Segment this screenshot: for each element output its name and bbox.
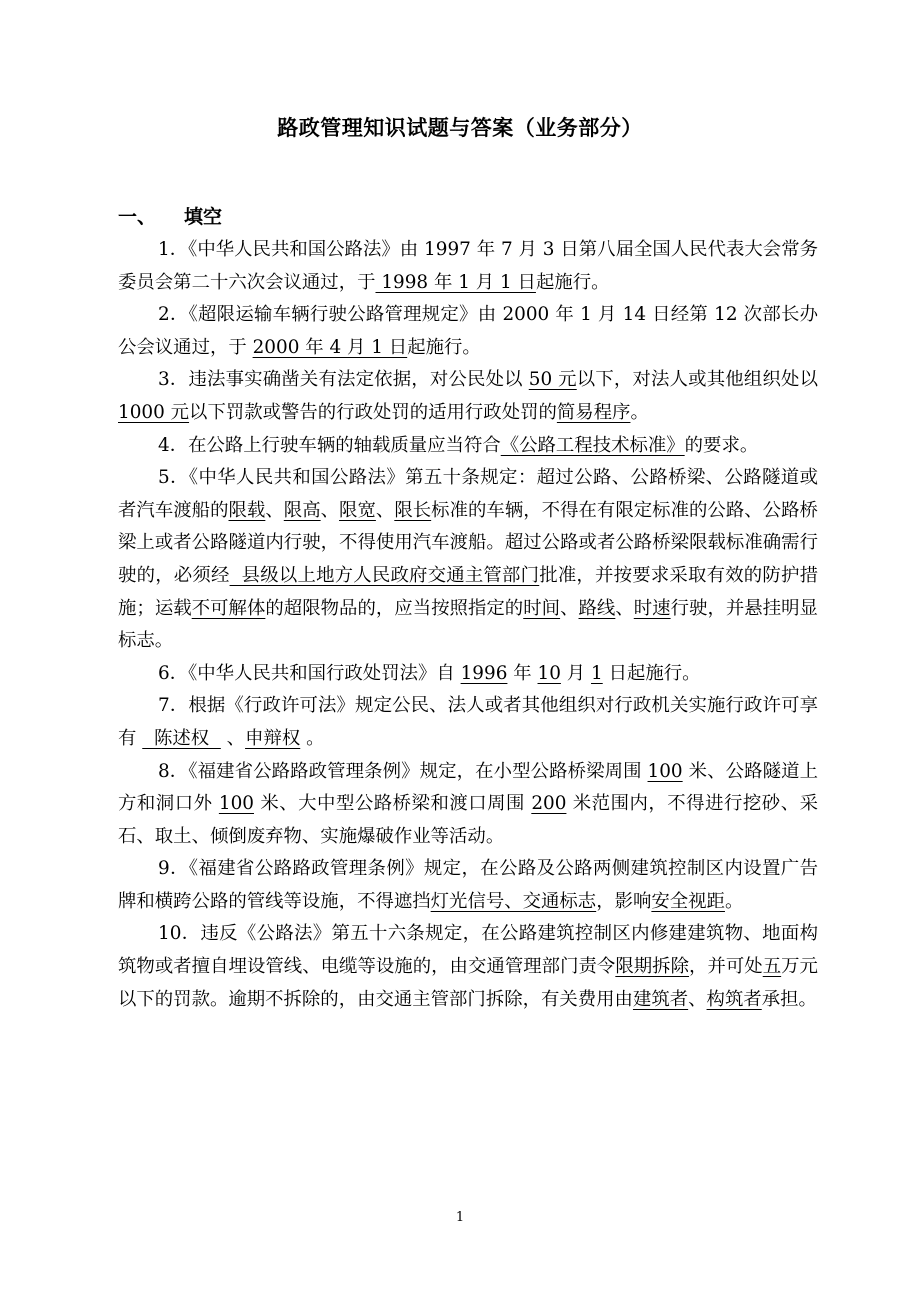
question-text: 8．《福建省公路路政管理条例》规定，在小型公路桥梁周围 bbox=[158, 760, 648, 782]
answer-blank: 限高 bbox=[283, 499, 321, 521]
question-text: 日起施行。 bbox=[602, 662, 701, 684]
question-text: 的要求。 bbox=[684, 434, 759, 456]
answer-blank: 申辩权 bbox=[245, 727, 301, 749]
question-text: 7．根据《行政许可法》规定公民、法人或者其他组织对行政机关实施行政许可享有 bbox=[118, 695, 818, 749]
section-heading bbox=[118, 202, 222, 229]
answer-blank: 1000 元 bbox=[118, 401, 190, 423]
answer-blank: 限载 bbox=[228, 499, 266, 521]
answer-blank: 建筑者 bbox=[632, 988, 689, 1010]
question-text: 年 bbox=[507, 662, 538, 684]
question-text: 。 bbox=[724, 890, 744, 912]
page-number: 1 bbox=[455, 1210, 465, 1225]
question-text: 以下，对法人或其他组织处以 bbox=[576, 369, 824, 391]
question-item bbox=[118, 918, 818, 1016]
question-text: 行驶，并悬挂明显标志。 bbox=[118, 597, 818, 652]
answer-blank: 100 bbox=[218, 793, 254, 815]
document-title: 路政管理知识试题与答案（业务部分） bbox=[277, 116, 643, 140]
answer-blank: 灯光信号、交通标志 bbox=[430, 890, 597, 912]
section-title: 填空 bbox=[184, 206, 223, 228]
answer-blank: 1998 年 1 月 1 日 bbox=[375, 271, 536, 293]
question-text: 米范围内，不得进行挖砂、采石、取土、倾倒废弃物、实施爆破作业等活动。 bbox=[118, 793, 818, 847]
question-text: 月 bbox=[560, 662, 592, 684]
question-item bbox=[118, 658, 818, 691]
answer-blank: 时速 bbox=[633, 597, 671, 619]
question-item bbox=[118, 299, 818, 364]
answer-blank: 限期拆除 bbox=[615, 956, 690, 978]
question-text: 10．违反《公路法》第五十六条规定，在公路建筑控制区内修建建筑物、地面构筑物或者擅自埋设管线、电缆等设施的，由交通管理部门责令 bbox=[118, 923, 818, 978]
question-text: 、 bbox=[615, 597, 634, 619]
answer-blank: 不可解体 bbox=[191, 597, 266, 619]
question-text: 起施行。 bbox=[535, 271, 610, 293]
answer-blank: 时间 bbox=[523, 597, 561, 619]
question-text: 的超限物品的，应当按照指定的 bbox=[265, 597, 524, 619]
question-item bbox=[118, 234, 818, 299]
question-text: 米、公路隧道上方和洞口外 bbox=[118, 760, 818, 815]
question-text: 承担。 bbox=[761, 988, 817, 1010]
answer-blank: 安全视距 bbox=[651, 890, 725, 912]
question-text: 3．违法事实确凿关有法定依据，对公民处以 bbox=[158, 369, 529, 391]
question-item bbox=[118, 430, 818, 463]
answer-blank: 五 bbox=[762, 956, 782, 978]
question-item bbox=[118, 756, 818, 854]
answer-blank: 200 bbox=[531, 793, 567, 815]
question-text: 标准的车辆，不得在有限定标准的公路、公路桥梁上或者公路隧道内行驶，不得使用汽车渡船。超过公路或者公路桥梁限载标准确需行驶的，必须经 bbox=[118, 499, 818, 586]
answer-blank: 50 元 bbox=[528, 369, 577, 391]
question-text: 1．《中华人民共和国公路法》由 1997 年 7 月 3 日第八届全国人民代表大会常务委员会第二十六次会议通过，于 bbox=[118, 239, 818, 293]
question-text: 4．在公路上行驶车辆的轴载质量应当符合 bbox=[158, 434, 501, 456]
question-text: 、 bbox=[320, 499, 340, 521]
question-list bbox=[118, 234, 824, 1016]
answer-blank: 《公路工程技术标准》 bbox=[500, 434, 685, 456]
question-text: 、 bbox=[688, 988, 707, 1010]
answer-blank: 1996 bbox=[460, 662, 508, 684]
question-text: 。 bbox=[300, 727, 325, 749]
question-text: 9．《福建省公路路政管理条例》规定，在公路及公路两侧建筑控制区内设置广告牌和横跨公路的管线等设施，不得遮挡 bbox=[118, 858, 818, 912]
question-text: 2．《超限运输车辆行驶公路管理规定》由 2000 年 1 月 14 日经第 12 次部长办公会议通过，于 bbox=[118, 304, 818, 358]
question-text: 、 bbox=[560, 597, 579, 619]
question-item bbox=[118, 462, 818, 658]
question-text: 、 bbox=[220, 727, 246, 749]
question-text: ，影响 bbox=[596, 890, 652, 912]
question-text: ，并可处 bbox=[689, 956, 763, 978]
question-item bbox=[118, 364, 824, 429]
question-item bbox=[118, 690, 818, 755]
question-text: 起施行。 bbox=[407, 336, 481, 358]
question-text: 6．《中华人民共和国行政处罚法》自 bbox=[158, 662, 461, 684]
question-item bbox=[118, 853, 818, 918]
answer-blank: 10 bbox=[537, 662, 561, 684]
question-text: 5．《中华人民共和国公路法》第五十条规定：超过公路、公路桥梁、公路隧道或者汽车渡船的 bbox=[118, 467, 818, 521]
question-text: 批准，并按要求采取有效的防护措施；运载 bbox=[118, 564, 818, 619]
answer-blank: 100 bbox=[647, 760, 683, 782]
answer-blank: 陈述权 bbox=[142, 727, 221, 749]
answer-blank: 2000 年 4 月 1 日 bbox=[252, 336, 408, 358]
answer-blank: 1 bbox=[591, 662, 603, 684]
question-text: 、 bbox=[375, 499, 395, 521]
question-text: 万元以下的罚款。逾期不拆除的，由交通主管部门拆除，有关费用由 bbox=[118, 956, 818, 1010]
answer-blank: 限长 bbox=[394, 499, 432, 521]
question-text: 。 bbox=[630, 401, 649, 423]
question-text: 米、大中型公路桥梁和渡口周围 bbox=[253, 793, 532, 815]
answer-blank: 限宽 bbox=[339, 499, 376, 521]
question-text: 、 bbox=[265, 499, 284, 521]
section-number: 一、 bbox=[118, 206, 157, 228]
question-text: 以下罚款或警告的行政处罚的适用行政处罚的 bbox=[189, 401, 557, 423]
answer-blank: 构筑者 bbox=[706, 988, 762, 1010]
answer-blank: 县级以上地方人民政府交通主管部门 bbox=[229, 564, 540, 586]
answer-blank: 路线 bbox=[578, 597, 616, 619]
answer-blank: 简易程序 bbox=[556, 401, 631, 423]
